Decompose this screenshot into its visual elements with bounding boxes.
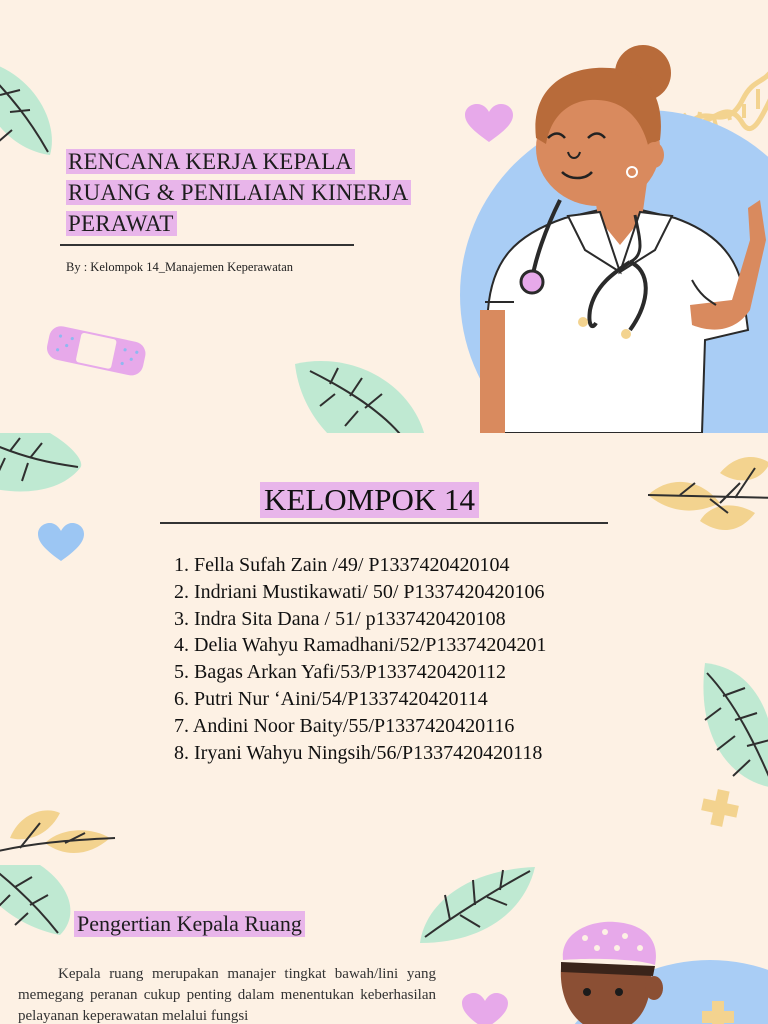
bandage-icon [42, 322, 152, 382]
title-line: RENCANA KERJA KEPALA [66, 149, 355, 174]
member-item: 2. Indriani Mustikawati/ 50/ P1337420420106 [174, 580, 545, 603]
definition-body: Kepala ruang merupakan manajer tingkat bawah/lini yang memegang peranan cukup penting dalam menentukan keberhasilan pelayanan keperawatan melalui fungsi [18, 966, 436, 1024]
title-underline [60, 244, 354, 246]
heart-icon [38, 523, 84, 563]
heading-underline [160, 522, 608, 524]
nurse-illustration [555, 920, 665, 1024]
slide-title-text [66, 146, 466, 239]
leaf-icon [0, 798, 120, 865]
title-line: RUANG & PENILAIAN KINERJA [66, 180, 411, 205]
member-item: 7. Andini Noor Baity/55/P1337420420116 [174, 714, 515, 737]
leaf-icon [0, 50, 40, 160]
member-item: 8. Iryani Wahyu Ningsih/56/P1337420420118 [174, 741, 543, 764]
slide-definition [0, 865, 768, 1024]
nurse-illustration [470, 40, 768, 433]
member-item: 5. Bagas Arkan Yafi/53/P1337420420112 [174, 661, 507, 684]
definition-heading: Pengertian Kepala Ruang [74, 911, 305, 937]
leaf-icon [640, 453, 768, 553]
members-heading: KELOMPOK 14 [260, 482, 479, 518]
title-line: PERAWAT [66, 211, 177, 236]
member-list [174, 552, 546, 766]
leaf-icon [695, 658, 768, 798]
member-item: 1. Fella Sufah Zain /49/ P1337420420104 [174, 554, 510, 576]
leaf-icon [415, 865, 545, 945]
byline: By : Kelompok 14_Manajemen Keperawatan [66, 260, 294, 274]
member-item: 4. Delia Wahyu Ramadhani/52/P13374204201 [174, 634, 547, 657]
cross-icon [700, 788, 740, 828]
member-item: 6. Putri Nur ‘Aini/54/P1337420420114 [174, 687, 488, 710]
slide-title [0, 0, 768, 433]
cross-icon [700, 999, 736, 1024]
leaf-icon [290, 356, 430, 433]
member-item: 3. Indra Sita Dana / 51/ p1337420420108 [174, 607, 506, 630]
leaf-icon [0, 433, 90, 503]
